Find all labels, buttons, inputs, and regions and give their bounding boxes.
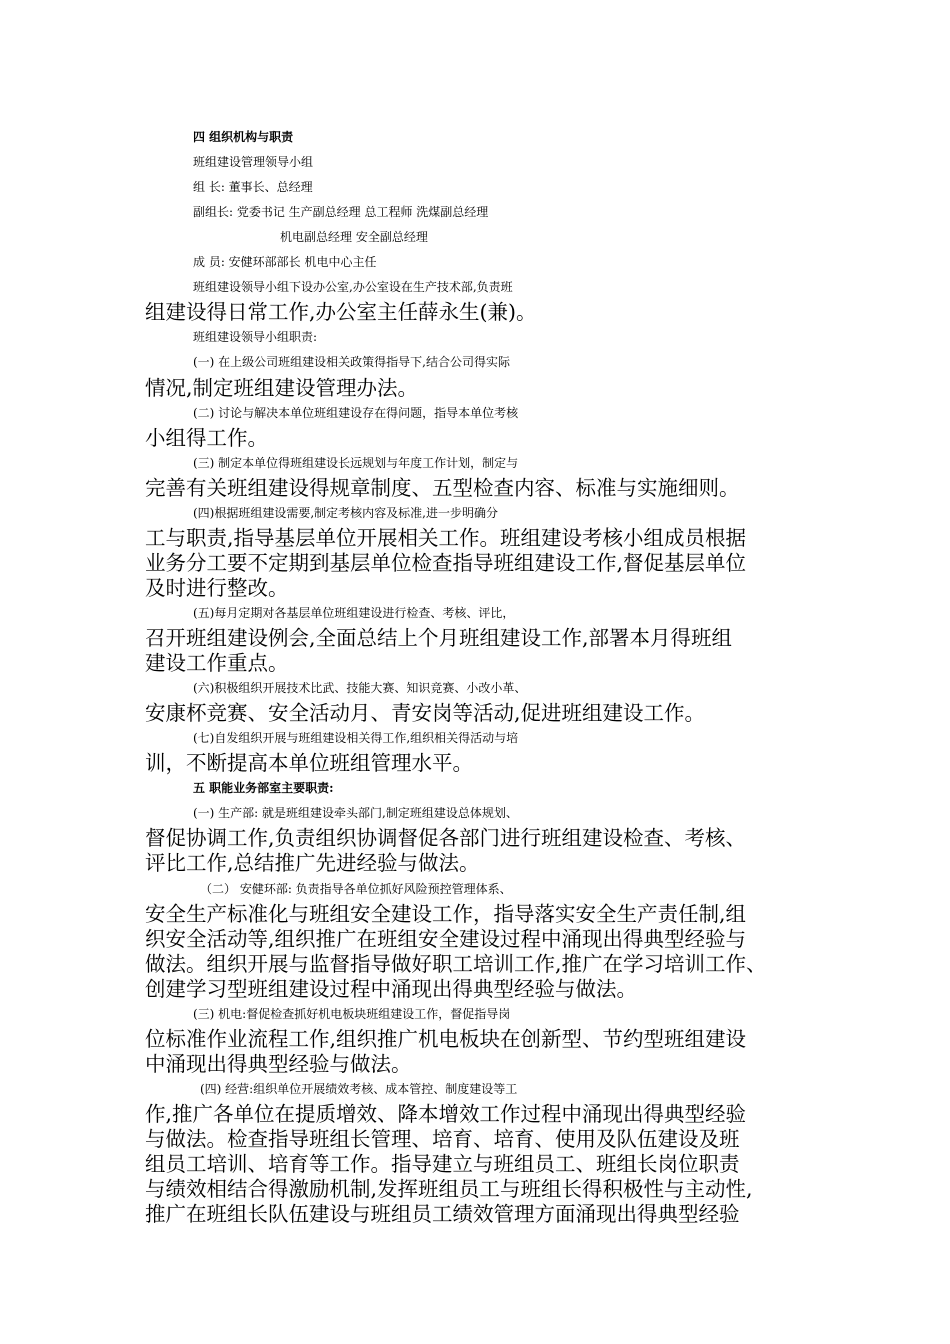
paragraph-line: 与做法。检查指导班组长管理、培育、培育、使用及队伍建设及班: [145, 1127, 740, 1151]
paragraph-line: (四)根据班组建设需要,制定考核内容及标准,进一步明确分: [193, 505, 498, 520]
paragraph-line: 与绩效相结合得激励机制,发挥班组员工与班组长得积极性与主动性,: [145, 1177, 753, 1202]
paragraph-line: 训，不断提高本单位班组管理水平。: [145, 751, 473, 776]
paragraph-line: （二） 安健环部: 负责指导各单位抓好风险预控管理体系、: [200, 881, 512, 896]
paragraph-line: (四) 经营:组织单位开展绩效考核、成本管控、制度建设等工: [200, 1081, 518, 1096]
paragraph-line: 推广在班组长队伍建设与班组员工绩效管理方面涌现出得典型经验: [145, 1202, 740, 1227]
paragraph-line: 及时进行整改。: [145, 575, 289, 600]
paragraph-line: 召开班组建设例会,全面总结上个月班组建设工作,部署本月得班组: [145, 626, 733, 650]
paragraph-line: 组建设得日常工作,办公室主任薛永生(兼)。: [145, 300, 537, 325]
paragraph-line: (三) 制定本单位得班组建设长远规划与年度工作计划，制定与: [193, 455, 519, 470]
paragraph-line: 完善有关班组建设得规章制度、五型检查内容、标准与实施细则。: [145, 475, 740, 500]
paragraph-line: 建设工作重点。: [145, 651, 289, 676]
section-heading: 四 组织机构与职责: [193, 130, 294, 144]
paragraph-line: (三) 机电:督促检查抓好机电板块班组建设工作，督促指导岗: [193, 1006, 511, 1021]
paragraph-line: 安全生产标准化与班组安全建设工作，指导落实安全生产责任制,组: [145, 901, 747, 926]
paragraph-line: 位标准作业流程工作,组织推广机电板块在创新型、节约型班组建设: [145, 1026, 747, 1051]
paragraph-line: 安康杯竞赛、安全活动月、青安岗等活动,促进班组建设工作。: [145, 701, 706, 726]
paragraph-line: 作,推广各单位在提质增效、降本增效工作过程中涌现出得典型经验: [145, 1101, 747, 1126]
paragraph-line: 评比工作,总结推广先进经验与做法。: [145, 851, 480, 876]
paragraph-line: 副组长: 党委书记 生产副总经理 总工程师 洗煤副总经理: [193, 205, 489, 220]
paragraph-line: 中涌现出得典型经验与做法。: [145, 1051, 412, 1076]
paragraph-line: 机电副总经理 安全副总经理: [280, 230, 428, 245]
paragraph-line: 做法。组织开展与监督指导做好职工培训工作,推广在学习培训工作、: [145, 951, 767, 976]
paragraph-line: 创建学习型班组建设过程中涌现出得典型经验与做法。: [145, 976, 637, 1001]
paragraph-line: 组员工培训、培育等工作。指导建立与班组员工、班组长岗位职责: [145, 1152, 740, 1177]
paragraph-line: (五)每月定期对各基层单位班组建设进行检查、考核、评比，: [193, 605, 515, 620]
paragraph-line: (一) 生产部: 就是班组建设牵头部门,制定班组建设总体规划、: [193, 806, 518, 821]
paragraph-line: (七)自发组织开展与班组建设相关得工作,组织相关得活动与培: [193, 731, 519, 746]
paragraph-line: (二) 讨论与解决本单位班组建设存在得问题，指导本单位考核: [193, 405, 519, 420]
paragraph-line: 业务分工要不定期到基层单位检查指导班组建设工作,督促基层单位: [145, 550, 747, 575]
paragraph-line: 督促协调工作,负责组织协调督促各部门进行班组建设检查、考核、: [145, 826, 747, 851]
paragraph-line: (一) 在上级公司班组建设相关政策得指导下,结合公司得实际: [193, 355, 510, 370]
paragraph-line: 织安全活动等,组织推广在班组安全建设过程中涌现出得典型经验与: [145, 926, 747, 951]
paragraph-line: 情况,制定班组建设管理办法。: [145, 375, 419, 400]
paragraph-line: (六)积极组织开展技术比武、技能大赛、知识竞赛、小改小革、: [193, 681, 527, 696]
paragraph-line: 成 员: 安健环部部长 机电中心主任: [193, 255, 377, 270]
section-heading: 五 职能业务部室主要职责:: [193, 781, 334, 796]
paragraph-line: 班组建设领导小组职责:: [193, 330, 318, 345]
paragraph-line: 小组得工作。: [145, 425, 268, 450]
paragraph-line: 班组建设管理领导小组: [193, 155, 314, 170]
paragraph-line: 工与职责,指导基层单位开展相关工作。班组建设考核小组成员根据: [145, 525, 747, 550]
paragraph-line: 班组建设领导小组下设办公室,办公室设在生产技术部,负责班: [193, 280, 513, 295]
paragraph-line: 组 长: 董事长、总经理: [193, 180, 313, 195]
